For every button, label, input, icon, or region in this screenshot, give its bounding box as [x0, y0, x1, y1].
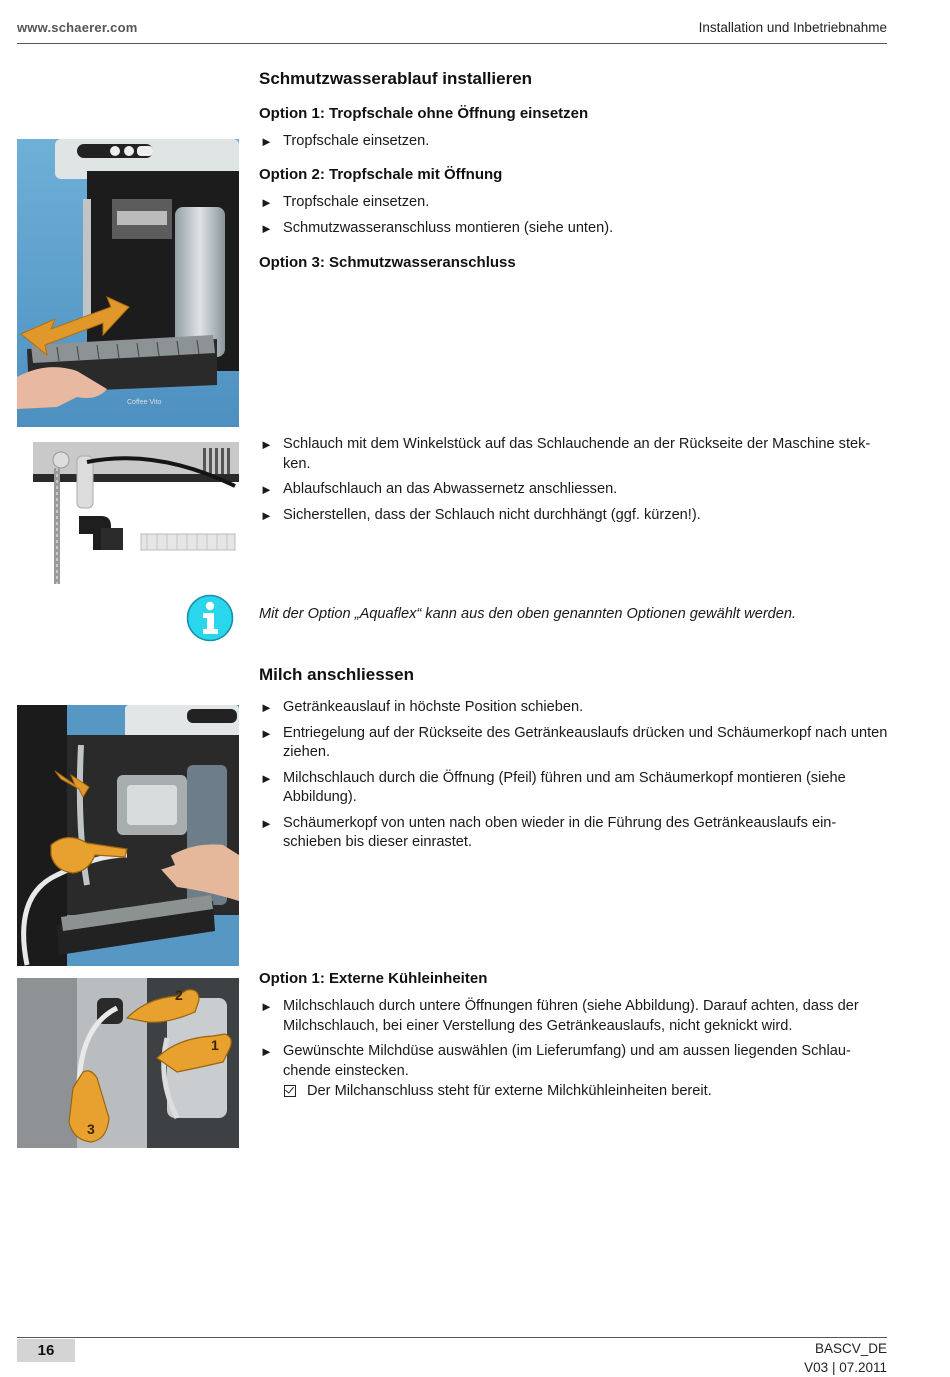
section-title-drain: Schmutzwasserablauf installieren [259, 69, 533, 88]
info-icon [186, 594, 234, 642]
header-rule [17, 43, 887, 44]
list-item: ► Entriegelung auf der Rückseite des Getränkeauslaufs drücken und Schäumerkopf nach unten ziehen. [260, 724, 888, 760]
list-item: ► Milchschlauch durch untere Öffnungen führen (siehe Abbildung). Darauf achten, dass der Milchschlauch, bei einer Verstellung des Getränkeauslaufs, nicht geknickt wird. [260, 998, 859, 1034]
cooling-steps [259, 997, 889, 1087]
bullet-arrow-icon: ► [260, 999, 273, 1014]
bullet-arrow-icon: ► [260, 437, 273, 452]
step-number-1: 1 [211, 1037, 219, 1053]
list-item: ► Sicherstellen, dass der Schlauch nicht durchhängt (ggf. kürzen!). [259, 506, 889, 526]
list-item: ► Gewünschte Milchdüse auswählen (im Lieferumfang) und am aussen liegenden Schlau-chende einstecken. [260, 1043, 851, 1079]
bullet-arrow-icon: ► [260, 134, 273, 149]
milk-steps [259, 698, 889, 859]
external-cooling-photo [17, 978, 239, 1148]
cooling-result: Der Milchanschluss steht für externe Milchkühleinheiten bereit. [259, 1082, 937, 1102]
document-code: BASCV_DE [814, 1341, 887, 1356]
info-note: Mit der Option „Aquaflex“ kann aus den oben genannten Optionen gewählt werden. [259, 606, 797, 622]
list-item: ► Tropfschale einsetzen. [259, 132, 889, 152]
drip-tray-photo [17, 139, 239, 427]
website-url: www.schaerer.com [17, 20, 138, 35]
drip-tray-brand: Coffee Vito [127, 399, 162, 406]
chapter-title: Installation und Inbetriebnahme [698, 20, 887, 35]
option1-title: Option 1: Tropfschale ohne Öffnung einsetzen [259, 105, 589, 122]
option3-steps [259, 435, 889, 531]
bullet-arrow-icon: ► [260, 1044, 273, 1059]
page-number: 16 [17, 1339, 75, 1362]
bullet-arrow-icon: ► [260, 700, 273, 715]
step-number-2: 2 [175, 987, 183, 1003]
bullet-arrow-icon: ► [260, 507, 273, 523]
footer-rule [17, 1337, 887, 1338]
option1-steps [259, 132, 889, 158]
list-item: ► Schlauch mit dem Winkelstück auf das Schlauchende an der Rückseite der Maschine stek-ken. [260, 436, 871, 472]
option3-title: Option 3: Schmutzwasseranschluss [259, 254, 516, 271]
option2-title: Option 2: Tropfschale mit Öffnung [259, 166, 503, 183]
document-version: V03 | 07.2011 [804, 1360, 887, 1375]
list-item: ► Getränkeauslauf in höchste Position schieben. [259, 698, 889, 718]
list-item: ► Ablaufschlauch an das Abwassernetz anschliessen. [259, 480, 889, 500]
list-item: ► Schäumerkopf von unten nach oben wieder in die Führung des Getränkeauslaufs ein-schieben bis dieser einrastet. [260, 814, 837, 850]
milk-connection-photo [17, 705, 239, 966]
checkbox-checked-icon [284, 1085, 296, 1097]
bullet-arrow-icon: ► [260, 725, 273, 741]
list-item: ► Milchschlauch durch die Öffnung (Pfeil) führen und am Schäumerkopf montieren (siehe Abbildung). [260, 769, 846, 805]
list-item: ► Tropfschale einsetzen. [259, 193, 889, 213]
cooling-option-title: Option 1: Externe Kühleinheiten [259, 970, 488, 987]
list-item: ► Schmutzwasseranschluss montieren (siehe unten). [259, 219, 889, 239]
bullet-arrow-icon: ► [260, 482, 273, 497]
option2-steps [259, 193, 889, 244]
section-title-milk: Milch anschliessen [259, 665, 414, 684]
bullet-arrow-icon: ► [260, 220, 273, 236]
bullet-arrow-icon: ► [260, 770, 273, 786]
bullet-arrow-icon: ► [260, 815, 273, 831]
drain-hose-photo [17, 438, 239, 584]
bullet-arrow-icon: ► [260, 195, 273, 210]
step-number-3: 3 [87, 1121, 95, 1137]
